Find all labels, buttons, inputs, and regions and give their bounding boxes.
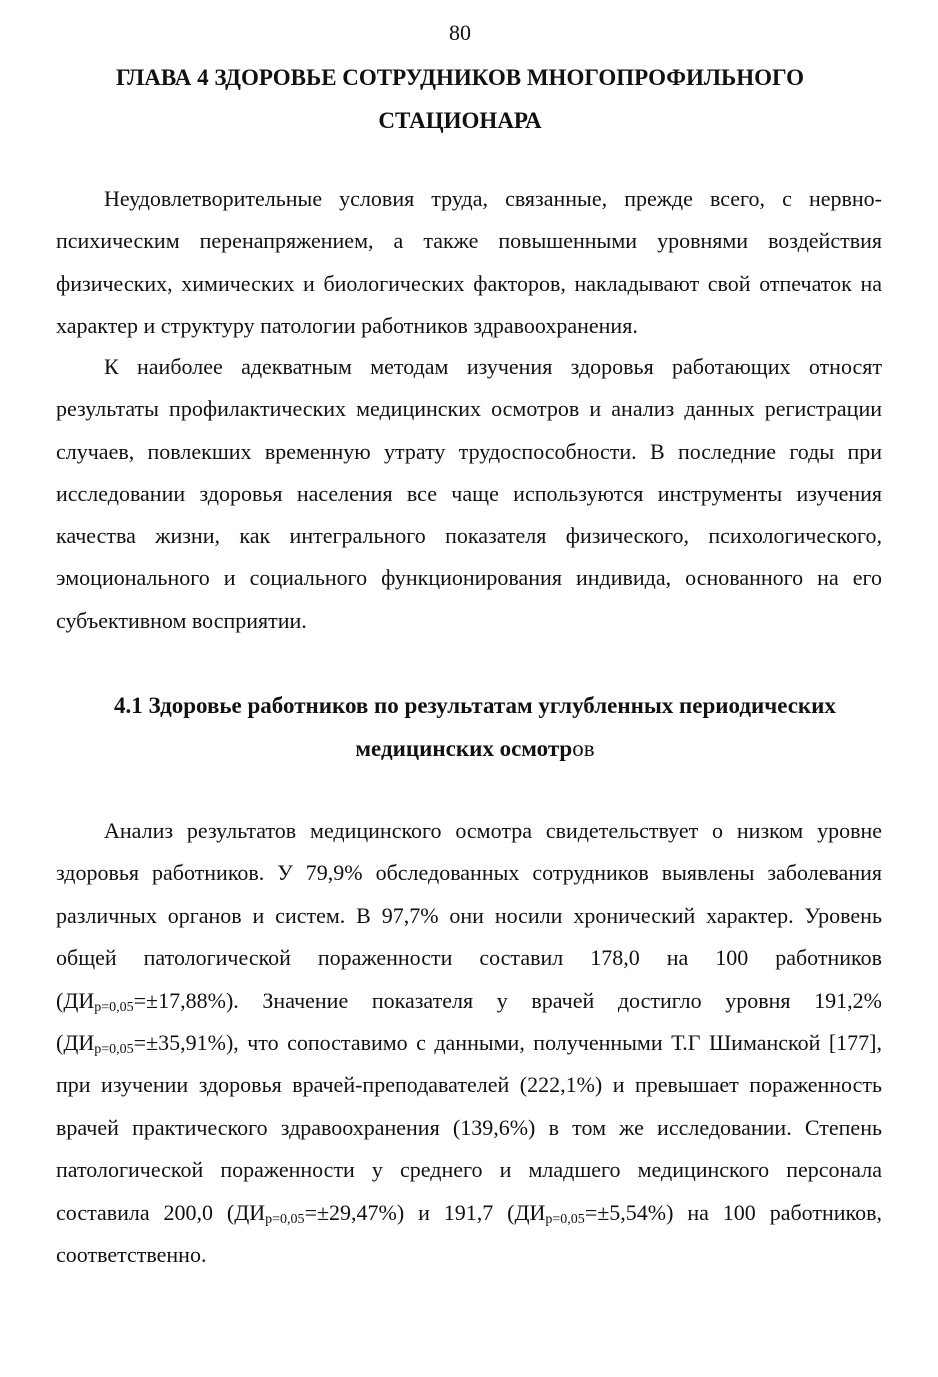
body-text-segment: =±35,91%), что сопоставимо с данными, полученными Т.Г Шиманской [177], при изучении здоровья врачей-преподавателей (222,1%) и превышает пораженность врачей практического здравоохранения (139,6%) в том же исследовании. Степень патологической пораженности у среднего и младшего медицинского персонала составила 200,0 (ДИ [56,1030,882,1225]
confidence-subscript: p=0,05 [94,999,134,1015]
body-text-segment: =±5,54%) на 100 работников, соответственно. [56,1199,882,1268]
intro-paragraph-1: Неудовлетворительные условия труда, связанные, прежде всего, с нервно-психическим перенапряжением, а также повышенными уровнями воздействия физических, химических и биологических факторов, накладывают свой отпечаток на характер и структуру патологии работников здравоохранения. [56,186,882,338]
body-paragraph [56,810,882,1276]
confidence-subscript: p=0,05 [545,1211,585,1227]
body-text-segment: =±29,47%) и 191,7 (ДИ [304,1199,546,1225]
section-title-tail: ов [572,736,595,761]
chapter-title: ГЛАВА 4 ЗДОРОВЬЕ СОТРУДНИКОВ МНОГОПРОФИЛЬНОГО СТАЦИОНАРА [115,65,804,133]
section-title [60,684,890,770]
page-number: 80 [449,20,471,45]
confidence-subscript: p=0,05 [265,1211,305,1227]
body-text-segment: Анализ результатов медицинского осмотра свидетельствует о низком уровне здоровья работников. У 79,9% обследованных сотрудников выявлены заболевания различных органов и систем. В 97,7% они носили хронический характер. Уровень общей патологической пораженности составил 178,0 на 100 работников (ДИ [56,818,882,1013]
intro-paragraph-2: К наиболее адекватным методам изучения здоровья работающих относят результаты профилактических медицинских осмотров и анализ данных регистрации случаев, повлекших временную утрату трудоспособности. В последние годы при исследовании здоровья населения все чаще используются инструменты изучения качества жизни, как интегрального показателя физического, психологического, эмоционального и социального функционирования индивида, основанного на его субъективном восприятии. [56,354,882,633]
section-title-bold: 4.1 Здоровье работников по результатам углубленных периодических медицинских осмотр [114,693,836,761]
confidence-subscript: p=0,05 [94,1042,134,1058]
body-text-segment: =±17,88%). Значение показателя у врачей достигло уровня 191,2% (ДИ [56,987,882,1056]
